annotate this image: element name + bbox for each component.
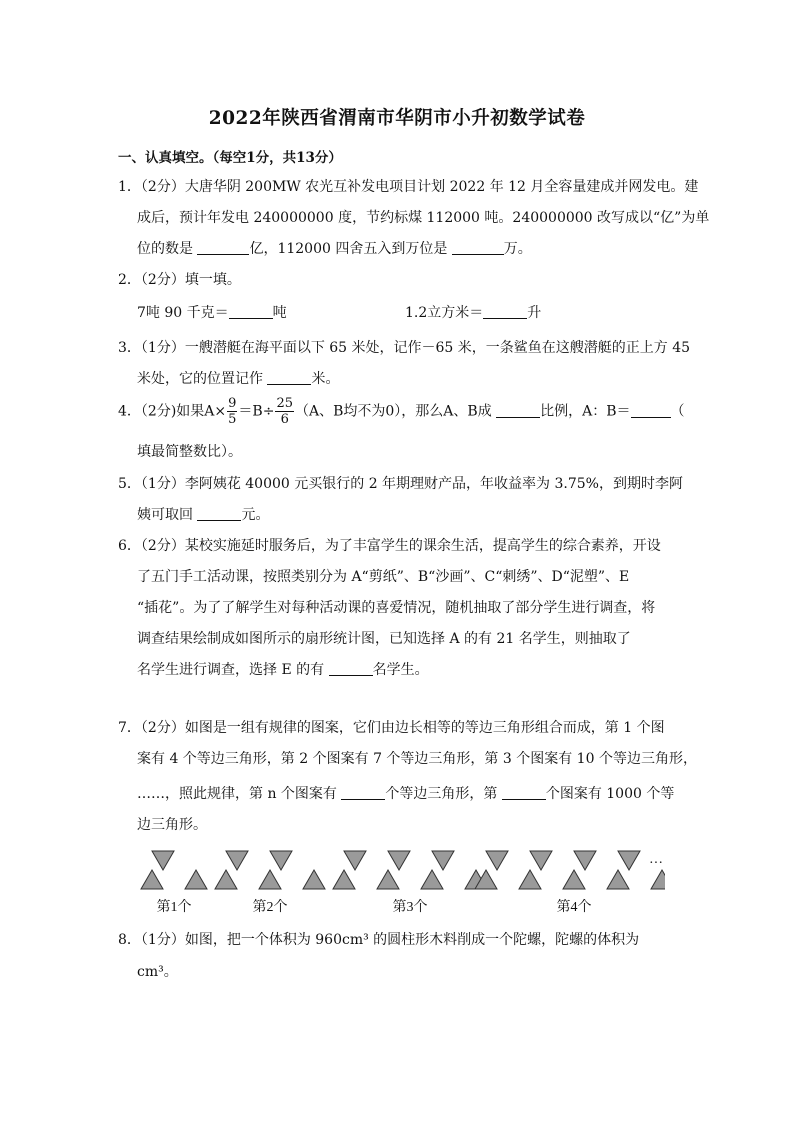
section-heading: 一、认真填空。（每空1分，共13分） <box>118 150 342 166</box>
q8-line-1: 8．（1分）如图，把一个体积为 960cm³ 的圆柱形木料削成一个陀螺，陀螺的体积为 <box>118 932 640 948</box>
q1-blank-1[interactable] <box>197 240 249 255</box>
q4-blank-2[interactable] <box>631 403 671 418</box>
triangle-shape <box>303 870 325 889</box>
triangle-shape <box>152 851 174 870</box>
triangle-shape <box>563 870 585 889</box>
triangle-shape <box>519 870 541 889</box>
q2-blank-2[interactable] <box>483 304 527 319</box>
q4-text-mid: ＝B÷ <box>238 403 275 420</box>
triangle-shape <box>377 870 399 889</box>
q4-text-post3: （ <box>670 403 685 420</box>
triangle-shape <box>259 870 281 889</box>
q4-line-1 <box>118 396 685 427</box>
triangle-shape <box>333 870 355 889</box>
q1-blank-2[interactable] <box>452 240 504 255</box>
q6-text-a: 名学生进行调查，选择 E 的有 <box>137 662 329 678</box>
q4-text-post2: 比例，A：B＝ <box>540 403 631 420</box>
q2-line-1: 2．（2分）填一填。 <box>118 272 241 288</box>
q2-blank-1[interactable] <box>229 304 273 319</box>
q7-blank-1[interactable] <box>341 785 385 800</box>
q4-fraction-1-num: 9 <box>228 396 237 411</box>
q7-line-3 <box>137 783 674 803</box>
q4-text-post: （A、B均不为0），那么A、B成 <box>294 403 497 420</box>
q7-text-c: 个图案有 1000 个等 <box>545 786 675 802</box>
q6-line-3: “插花”。为了了解学生对每种活动课的喜爱情况，随机抽取了部分学生进行调查，将 <box>137 600 656 616</box>
q1-line-1: 1．（2分）大唐华阴 200MW 农光互补发电项目计划 2022 年 12 月全容量建成并网发电。建 <box>118 179 699 195</box>
triangle-shape <box>215 870 237 889</box>
triangle-shape <box>270 851 292 870</box>
q8-line-2: cm³。 <box>137 964 178 980</box>
q7-line-2: 案有 4 个等边三角形，第 2 个图案有 7 个等边三角形，第 3 个图案有 10 个等边三角形， <box>137 751 697 767</box>
q2-item-a-unit: 吨 <box>272 305 287 321</box>
triangle-shape <box>141 870 163 889</box>
triangle-shape <box>651 870 665 889</box>
triangle-shape <box>618 851 640 870</box>
triangle-shape <box>432 851 454 870</box>
pattern-label: 第3个 <box>392 900 428 915</box>
triangle-shape <box>486 851 508 870</box>
q7-text-a: ……，照此规律，第 n 个图案有 <box>137 786 342 802</box>
q4-fraction-1-den: 5 <box>228 412 237 427</box>
q4-text-pre: 4．（2分)如果A× <box>118 403 227 420</box>
q7-line-1: 7．（2分）如图是一组有规律的图案，它们由边长相等的等边三角形组合而成，第 1 个图 <box>118 720 665 736</box>
q6-line-5 <box>137 659 429 679</box>
q3-text-a: 米处，它的位置记作 <box>137 371 268 387</box>
q2-item-b-text: 1.2立方米＝ <box>405 305 484 321</box>
q4-line-2: 填最简整数比）。 <box>137 444 242 460</box>
q3-text-b: 米。 <box>311 371 340 387</box>
pattern-label: 第1个 <box>156 900 192 915</box>
q4-fraction-2-den: 6 <box>280 412 289 427</box>
q5-blank[interactable] <box>197 506 241 521</box>
q4-fraction-2 <box>275 396 294 427</box>
q6-text-b: 名学生。 <box>372 662 429 678</box>
pattern-label: 第4个 <box>556 900 592 915</box>
q2-item-a-text: 7吨 90 千克＝ <box>137 305 229 321</box>
q1-line-2: 成后，预计年发电 240000000 度，节约标煤 112000 吨。240000000 改写成以“亿”为单 <box>137 210 710 226</box>
triangle-shape <box>388 851 410 870</box>
triangle-shape <box>226 851 248 870</box>
q2-item-b <box>405 302 541 322</box>
triangle-shape <box>344 851 366 870</box>
q5-text-a: 姨可取回 <box>137 507 198 523</box>
q5-line-1: 5．（1分）李阿姨花 40000 元买银行的 2 年期理财产品，年收益率为 3.75%，到期时李阿 <box>118 476 683 492</box>
q1-text-c: 万。 <box>503 241 532 257</box>
q1-line-3 <box>137 238 532 258</box>
triangle-shape <box>421 870 443 889</box>
q7-line-4: 边三角形。 <box>137 817 207 833</box>
triangle-shape <box>607 870 629 889</box>
q3-blank[interactable] <box>267 370 311 385</box>
q3-line-1: 3．（1分）一艘潜艇在海平面以下 65 米处，记作－65 米，一条鲨鱼在这艘潜艇的正上方 45 <box>118 340 691 356</box>
q5-line-2 <box>137 504 269 524</box>
q6-line-4: 调查结果绘制成如图所示的扇形统计图，已知选择 A 的有 21 名学生，则抽取了 <box>137 631 631 647</box>
q6-line-1: 6．（2分）某校实施延时服务后，为了丰富学生的课余生活，提高学生的综合素养，开设 <box>118 538 661 554</box>
q4-fraction-2-num: 25 <box>276 396 293 411</box>
triangle-pattern-figure <box>137 845 665 915</box>
triangle-shape <box>185 870 207 889</box>
q1-text-b: 亿，112000 四舍五入到万位是 <box>249 241 452 257</box>
q1-text-a: 位的数是 <box>137 241 198 257</box>
q6-line-2: 了五门手工活动课，按照类别分为 A“剪纸”、B“沙画”、C“刺绣”、D“泥塑”、E <box>137 569 630 585</box>
q7-blank-2[interactable] <box>502 785 546 800</box>
q3-line-2 <box>137 368 339 388</box>
q5-text-b: 元。 <box>241 507 270 523</box>
pattern-ellipsis: ··· <box>649 856 663 871</box>
q4-blank-1[interactable] <box>496 403 540 418</box>
q2-item-a <box>137 302 287 322</box>
page-title: 2022年陕西省渭南市华阴市小升初数学试卷 <box>208 108 586 129</box>
pattern-label: 第2个 <box>252 900 288 915</box>
q4-fraction-1 <box>227 396 237 427</box>
triangle-shape <box>574 851 596 870</box>
triangle-shape <box>530 851 552 870</box>
q2-item-b-unit: 升 <box>527 305 542 321</box>
q7-text-b: 个等边三角形，第 <box>385 786 502 802</box>
q6-blank[interactable] <box>329 661 373 676</box>
